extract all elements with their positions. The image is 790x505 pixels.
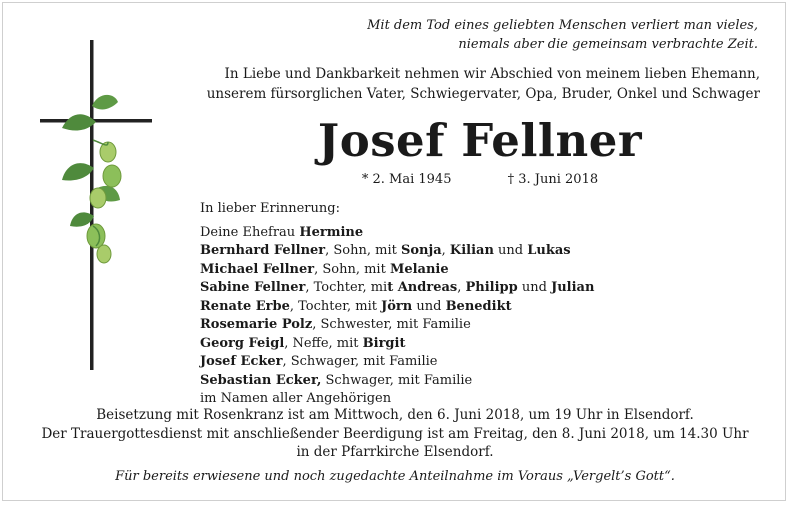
funeral-line-1: Beisetzung mit Rosenkranz ist am Mittwoch, den 6. Juni 2018, um 19 Uhr in Elsendorf. [96,407,694,423]
mourner-name: Sonja [401,243,442,258]
mourner-name: Sabine Fellner [200,280,306,295]
mourner-name: Philipp [465,280,518,295]
mourner-text: Schwager, mit Familie [321,372,473,388]
mourner-line [200,353,720,372]
quote-line-1: Mit dem Tod eines geliebten Menschen verliert man vieles, [367,18,758,33]
mourner-name: Jörn [381,298,413,314]
mourner-text: , Sohn, mit [325,243,401,258]
funeral-line-3: in der Pfarrkirche Elsendorf. [296,444,494,460]
death-date: † 3. Juni 2018 [507,172,599,187]
mourner-line [200,261,720,280]
mourner-line [200,335,720,354]
intro-line-2: unserem fürsorglichen Vater, Schwiegervater, Opa, Bruder, Onkel und Schwager [206,86,760,102]
farewell-intro [200,64,760,104]
mourner-text: , Schwester, mit Familie [312,317,471,332]
mourner-name: Hermine [299,224,364,240]
mourner-text: Deine Ehefrau [200,224,300,240]
mourner-text: und [517,280,552,295]
mourner-text: , [441,243,450,258]
mourner-text: , Sohn, mit [314,261,390,277]
mourner-line [200,298,720,317]
mourner-line [200,279,720,298]
mourner-name: Kilian [449,243,494,258]
mourner-name: Benedikt [445,298,512,314]
mourner-text: , Tochter, mi [305,280,388,295]
mourner-name: Rosemarie Polz [200,317,313,332]
intro-line-1: In Liebe und Dankbarkeit nehmen wir Abschied von meinem lieben Ehemann, [224,66,760,82]
mourner-text: im Namen aller Angehörigen [200,391,392,406]
deceased-name: Josef Fellner [317,114,643,167]
mourner-name: Josef Ecker [200,354,283,369]
mourners-list [200,200,720,409]
funeral-line-2: Der Trauergottesdienst mit anschließender Beerdigung ist am Freitag, den 8. Juni 2018, um 14.30 Uhr [41,425,749,442]
mourner-name: Michael Fellner [200,261,315,277]
mourner-name: Renate Erbe [200,298,290,314]
mourner-lines [200,224,720,409]
mourner-name: Bernhard Fellner [200,243,326,258]
life-dates [200,170,760,190]
mourner-line [200,224,720,243]
mourner-line [200,316,720,335]
mourner-text: , Tochter, mit [289,298,382,314]
mourner-name: Melanie [389,261,449,277]
mourner-text: und [493,243,528,258]
mourner-name: Sebastian Ecker, [200,372,322,388]
mourners-heading: In lieber Erinnerung: [200,201,340,216]
mourner-name: Georg Feigl [200,335,285,351]
memorial-quote [198,16,758,54]
mourner-line [200,242,720,261]
service-info [20,406,770,462]
mourner-text: , [457,280,466,295]
mourner-line [200,372,720,391]
mourner-name: Lukas [527,243,571,258]
mourner-text: , Schwager, mit Familie [282,354,438,369]
mourner-name: t Andreas [387,280,458,295]
birth-date: * 2. Mai 1945 [361,172,452,187]
closing-thanks: Für bereits erwiesene und noch zugedachte Anteilnahme im Voraus „Vergelt’s Gott“. [115,469,675,484]
mourner-name: Birgit [362,335,406,351]
mourner-text: , Neffe, mit [284,335,363,351]
quote-line-2: niemals aber die gemeinsam verbrachte Zeit. [458,37,758,52]
mourner-name: Julian [551,280,595,295]
mourner-text: und [412,298,446,314]
cross-with-hops-icon [36,40,156,370]
